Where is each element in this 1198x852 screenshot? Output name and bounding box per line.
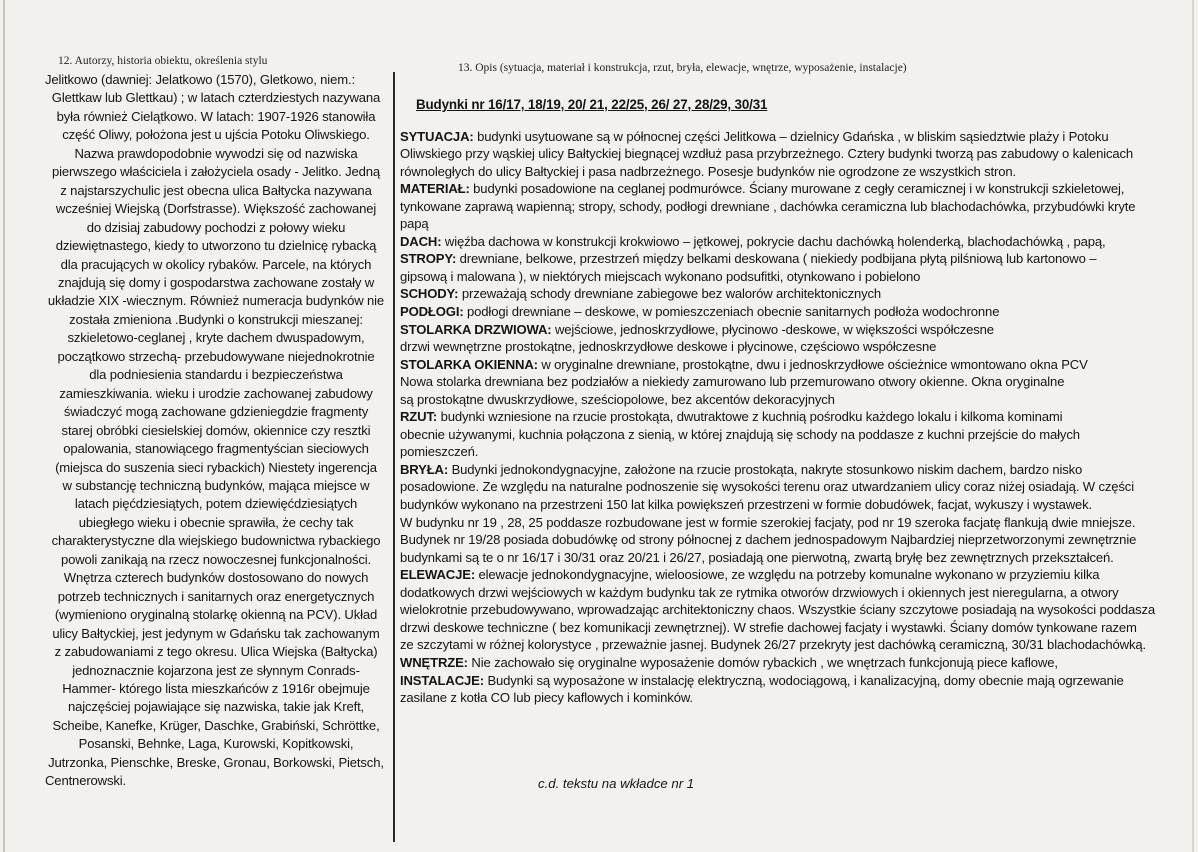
description-line: [400, 215, 1160, 233]
description-line: [400, 356, 1160, 374]
description-line: [400, 619, 1160, 637]
history-line: charakterystyczne dla wiejskiego budownictwa rybackiego: [51, 533, 381, 549]
description-text: Nie zachowało się oryginalne wyposażenie domów rybackich , we wnętrzach funkcjonują piece kaflowe,: [467, 654, 1058, 670]
section-label: WNĘTRZE:: [400, 654, 468, 670]
description-line: [400, 584, 1160, 602]
description-text: W budynku nr 19 , 28, 25 poddasze rozbudowane jest w formie szerokiej facjaty, pod nr 19 szeroka facjatę flankują dwie mniejsze.: [400, 514, 1136, 530]
description-line: [400, 496, 1160, 514]
history-line: wcześniej Wiejską (Dorfstrasse). Większość zachowanej: [55, 201, 377, 217]
description-line: [400, 373, 1160, 391]
history-line: Jelitkowo (dawniej: Jelatkowo (1570), Gletkowo, niem.:: [45, 72, 355, 87]
history-line: potrzeb technicznych i sanitarnych oraz energetycznych: [57, 588, 375, 604]
description-line: [400, 321, 1160, 339]
scan-edge-left: [3, 0, 5, 852]
description-line: [400, 654, 1160, 672]
section-label: DACH:: [400, 233, 442, 249]
description-text: są prostokątne dwuskrzydłowe, sześciopolowe, bez akcentów dekoracyjnych: [400, 391, 835, 407]
history-line: (miejsca do suszenia sieci rybackich) Niestety ingerencja: [55, 459, 377, 475]
description-line: [400, 478, 1160, 496]
section-label: PODŁOGI:: [400, 304, 464, 320]
description-text: Budynek nr 19/28 posiada dobudówkę od strony północnej z dachem jednospadowym Najbardziej nieprzetworzonymi zewnętrznie: [400, 532, 1137, 548]
description-line: [400, 180, 1160, 198]
history-line: z zabudowaniami z tego okresu. Ulica Wiejska (Bałtycka): [54, 644, 378, 660]
description-text: Budynki są wyposażone w instalację elektryczną, wodociągową, i kanalizacyjną, domy obecnie mają ogrzewanie: [483, 672, 1124, 688]
description-text: przeważają schody drewniane zabiegowe bez walorów architektonicznych: [458, 286, 882, 302]
description-lines: [400, 128, 1160, 707]
description-text: w oryginalne drewniane, prostokątne, dwu i jednoskrzydłowe ościeżnice wmontowano okna PCV: [537, 356, 1088, 372]
history-line: Scheibe, Kanefke, Krüger, Daschke, Grabiński, Schröttke,: [52, 717, 380, 733]
description-text: wejściowe, jednoskrzydłowe, płycinowo -deskowe, w większości współczesne: [551, 321, 994, 337]
description-text: gipsową i malowana ), w niektórych miejscach wykonano podsufitki, otynkowano i pobielono: [400, 268, 921, 284]
description-line: [400, 601, 1160, 619]
description-text: drzwi deskowe techniczne ( bez komunikacji zewnętrznej). W strefie dachowej facjaty i wystawki. Ściany domów tynkowane razem: [400, 619, 1137, 635]
section-label: BRYŁA:: [400, 461, 449, 477]
description-line: [400, 233, 1160, 251]
history-line: z najstarszychulic jest obecna ulica Bałtycka nazywana: [60, 182, 372, 198]
description-text: Oliwskiego przy wąskiej ulicy Bałtyckiej biegnącej wzdłuż pasa przybrzeżnego. Cztery budynki tworzą pas zabudowy o kalenicach: [400, 146, 1134, 162]
description-line: [400, 566, 1160, 584]
history-line: została zmieniona .Budynki o konstrukcji mieszanej:: [69, 311, 363, 327]
description-line: [400, 268, 1160, 286]
description-line: [400, 250, 1160, 268]
description-text: zasilane z kotła CO lub piecy kaflowych i kominków.: [400, 690, 693, 706]
description-line: [400, 391, 1160, 409]
history-line: (wymieniono oryginalną stolarkę okienną na PCV). Układ: [54, 607, 378, 623]
description-text: równoległych do ulicy Bałtyckiej i pasa nadbrzeżnego. Posesje budynków nie ogrodzone ze wszystkich stron.: [400, 163, 1016, 179]
description-line: [400, 426, 1160, 444]
section-label: STROPY:: [400, 251, 457, 267]
history-line: część Oliwy, położona jest u ujścia Potoku Oliwskiego.: [62, 127, 370, 143]
description-text: drewniane, belkowe, przestrzeń między belkami deskowana ( niekiedy podbijana płytą pilśniową lub kartonowo –: [456, 251, 1097, 267]
history-line: najczęściej pojawiające się nazwiska, takie jak Kreft,: [67, 699, 365, 715]
description-text: budynki posadowione na ceglanej podmurówce. Ściany murowane z cegły ceramicznej i w konstrukcji szkieletowej,: [469, 181, 1125, 197]
section-label: SYTUACJA:: [400, 128, 474, 144]
description-text: budynkami są te o nr 16/17 i 30/31 oraz 20/21 i 26/27, posiadają one pierwotną, zwartą bryłę bez zewnętrznych przekształceń.: [400, 549, 1114, 565]
history-text-column: [45, 71, 387, 791]
history-line: szkieletowo-ceglanej , kryte dachem dwuspadowym,: [67, 330, 365, 346]
description-text: budynki usytuowane są w północnej części Jelitkowa – dzielnicy Gdańska , w bliskim sąsiedztwie plaży i Potoku: [473, 128, 1109, 144]
description-line: [400, 145, 1160, 163]
section-label: STOLARKA DRZWIOWA:: [400, 321, 552, 337]
description-line: [400, 303, 1160, 321]
continuation-note: c.d. tekstu na wkładce nr 1: [538, 776, 695, 791]
description-line: [400, 128, 1160, 146]
description-line: [400, 549, 1160, 567]
history-line: świadczyć mogą zachowane gdzieniegdzie fragmenty: [63, 404, 369, 420]
description-text: papą: [400, 216, 429, 232]
description-text: więźba dachowa w konstrukcji krokwiowo – jętkowej, pokrycie dachu dachówką holenderką, blachodachówką , papą,: [441, 233, 1106, 249]
history-line: jednoznacznie kojarzona jest ze słynnym Conrads-: [72, 662, 360, 678]
history-line: powoli zanikają na rzecz nowoczesnej funkcjonalności.: [60, 551, 372, 567]
history-line: Centnerowski.: [45, 773, 127, 789]
history-line: Glettkaw lub Glettkau) ; w latach czterdziestych nazywana: [51, 90, 381, 106]
description-text: dodatkowych drzwi wejściowych w każdym budynku tak ze rytmika otworów drzwiowych i okiennych jest nieregularna, a otwory: [400, 584, 1119, 600]
section-label: ELEWACJE:: [400, 567, 476, 583]
section-label: MATERIAŁ:: [400, 181, 470, 197]
description-text-column: [400, 96, 1160, 707]
description-text: budynki wzniesione na rzucie prostokąta, dwutraktowe z kuchnią pośrodku każdego lokalu i kilkoma kominami: [437, 409, 1063, 425]
history-line: zamieszkiwania. wieku i urodzie zachowanej zabudowy: [59, 385, 373, 401]
description-line: [400, 689, 1160, 707]
description-line: [400, 461, 1160, 479]
section-label: RZUT:: [400, 409, 438, 425]
description-line: [400, 163, 1160, 181]
scan-edge-right: [1192, 0, 1194, 852]
section-label: INSTALACJE:: [400, 672, 484, 688]
description-text: ze szczytami w różnej kolorystyce , przeważnie jasnej. Budynek 26/27 przekryty jest dachówką ceramiczną, 30/31 blachodachówką.: [400, 637, 1146, 653]
history-line: początkowo strzechą- przebudowywane niejednokrotnie: [57, 348, 375, 364]
description-text: tynkowane zaprawą wapienną; stropy, schody, podłogi drewniane , dachówka ceramiczna lub blachodachówka, przybudówki kryte: [400, 198, 1136, 214]
section-label: STOLARKA OKIENNA:: [400, 356, 538, 372]
history-line: Posanski, Behnke, Laga, Kurowski, Kopitkowski,: [78, 736, 354, 752]
history-line: ubiegłego wieku i obecnie sprawiła, że cechy tak: [78, 514, 354, 530]
description-text: wielokrotnie przebudowywano, wprowadzając architektoniczny chaos. Wszystkie ściany szczytowe posiadają na wysokości poddasza: [400, 602, 1156, 618]
history-line: była również Cielątkowo. W latach: 1907-1926 stanowiła: [56, 108, 376, 124]
description-text: Budynki jednokondygnacyjne, założone na rzucie prostokąta, nakryte stosunkowo niskim dachem, bardzo nisko: [448, 461, 1083, 477]
history-line: układzie XIX -wiecznym. Również numeracja budynków nie: [47, 293, 385, 309]
description-line: [400, 672, 1160, 690]
history-line: latach pięćdziesiątych, potem dziewięćdziesiątych: [74, 496, 358, 512]
history-line: ulicy Bałtyckiej, jest jedynym w Gdańsku tak zachowanym: [52, 625, 380, 641]
description-text: budynków wykonano na przestrzeni 150 lat kilka powiększeń przestrzeni w formie dobudówek, facjat, wykuszy i wystawek.: [400, 497, 1093, 513]
description-line: [400, 408, 1160, 426]
description-text: Nowa stolarka drewniana bez podziałów a niekiedy zamurowano lub przemurowano otwory okienne. Okna oryginalne: [400, 374, 1065, 390]
description-line: [400, 514, 1160, 532]
section-12-header: 12. Autorzy, historia obiektu, określenia stylu: [58, 55, 268, 67]
history-line: opalowania, stanowiącego fragmentyścian sieciowych: [63, 441, 369, 457]
description-line: [400, 198, 1160, 216]
history-line: starej obróbki ciesielskiej domów, okiennice czy resztki: [61, 422, 371, 438]
history-line: Wnętrza czterech budynków dostosowano do nowych: [63, 570, 369, 586]
history-line: do dzisiaj zabudowy pochodzi z połowy wieku: [86, 219, 346, 235]
description-text: obecnie używanymi, kuchnia połączona z sienią, w której znajdują się schody na poddasze z kuchni przejście do małych: [400, 426, 1080, 442]
description-line: [400, 443, 1160, 461]
buildings-title: Budynki nr 16/17, 18/19, 20/ 21, 22/25, 26/ 27, 28/29, 30/31: [416, 97, 768, 112]
description-text: posadowione. Ze względu na naturalne podnoszenie się wysokości terenu oraz utwardzaniem ulicy coraz niżej osiadają. W części: [400, 479, 1134, 495]
history-line: Hammer- którego lista mieszkańców z 1916r obejmuje: [62, 680, 370, 696]
history-line: Jutrzonka, Pienschke, Breske, Gronau, Borkowski, Pietsch,: [48, 754, 384, 770]
history-line: dla podniesienia standardu i bezpieczeństwa: [89, 367, 343, 383]
description-line: [400, 338, 1160, 356]
section-13-header: 13. Opis (sytuacja, materiał i konstrukcja, rzut, bryła, elewacje, wnętrze, wyposażenie, instalacje): [458, 62, 907, 74]
section-label: SCHODY:: [400, 286, 459, 302]
description-line: [400, 531, 1160, 549]
description-text: elewacje jednokondygnacyjne, wieloosiowe, ze względu na potrzeby komunalne wykonano w przyziemiu kilka: [475, 567, 1100, 583]
history-line: Nazwa prawdopodobnie wywodzi się od nazwiska: [74, 145, 358, 161]
description-text: drzwi wewnętrzne prostokątne, jednoskrzydłowe deskowe i płycinowe, częściowo współczesne: [400, 339, 937, 355]
description-text: podłogi drewniane – deskowe, w pomieszczeniach obecnie sanitarnych podłoża wodochronne: [463, 304, 1000, 320]
history-line: dziewiętnastego, kiedy to utworzono tu dzielnicę rybacką: [55, 238, 377, 254]
history-line: dla pracujących w okolicy rybaków. Parcele, na których: [60, 256, 372, 272]
history-line: w substancję techniczną budynków, mająca miejsce w: [62, 477, 370, 493]
history-line: znajdują się domy i gospodarstwa zachowane zostały w: [57, 274, 375, 290]
description-text: pomieszczeń.: [400, 444, 479, 460]
description-line: [400, 285, 1160, 303]
description-line: [400, 636, 1160, 654]
history-line: pierwszego właściciela i założyciela osady - Jelitko. Jedną: [51, 164, 381, 180]
column-divider: [393, 72, 395, 842]
